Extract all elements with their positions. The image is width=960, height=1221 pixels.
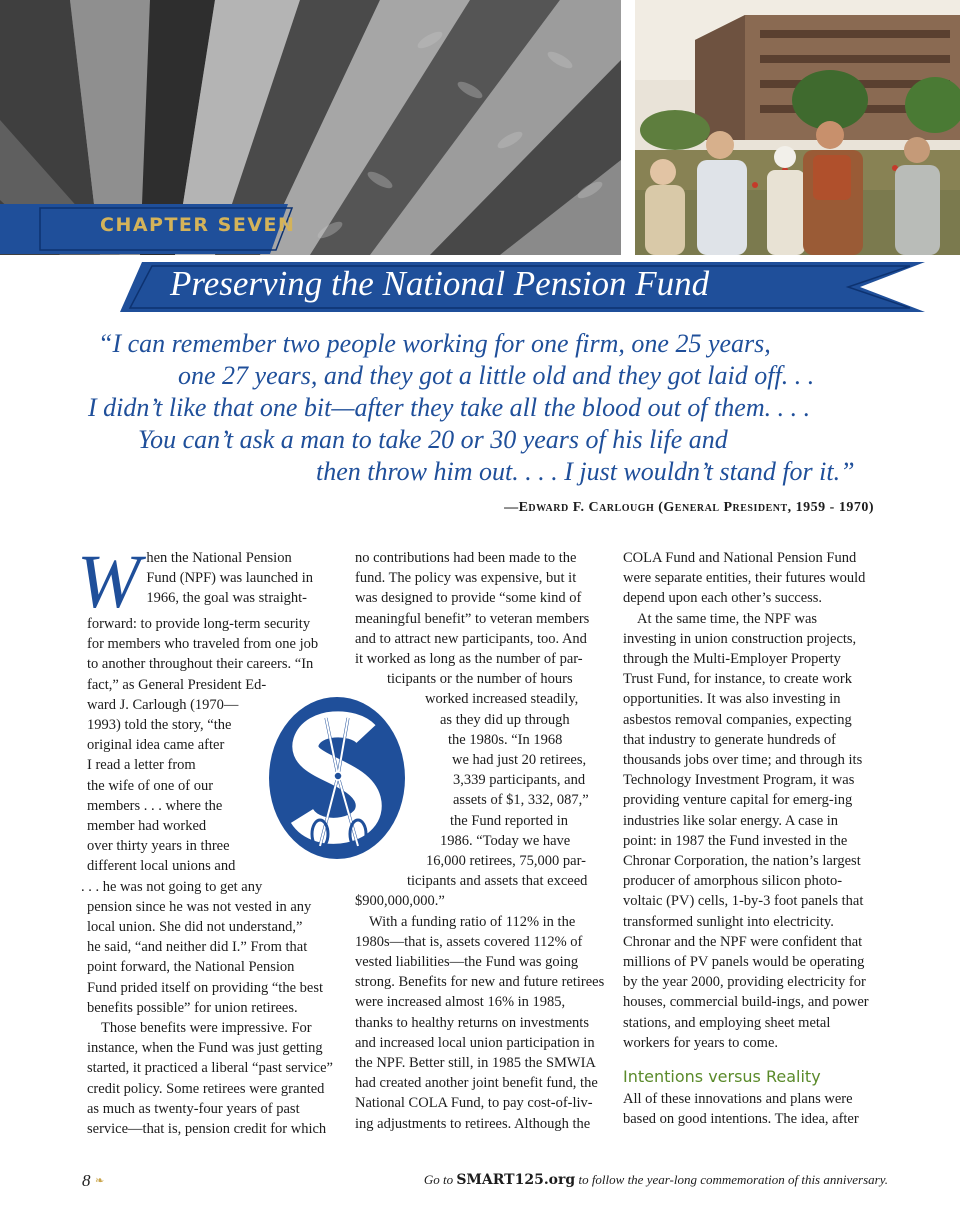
text-line: the Fund reported in	[450, 812, 568, 829]
footer-text-before: Go to	[423, 1172, 457, 1187]
text-line: 1993) told the story, “the	[87, 717, 232, 734]
text-line: 16,000 retirees, 75,000 par-	[426, 853, 586, 870]
text-line: and to attract new participants, too. And	[355, 630, 587, 647]
text-line: fact,” as General President Ed-	[87, 676, 267, 693]
page-title: Preserving the National Pension Fund	[170, 264, 710, 303]
quote-attribution: —Edward F. Carlough (General President, 1959 - 1970)	[504, 500, 874, 515]
body-column-3	[623, 548, 873, 1130]
page-ornament-icon: ❧	[95, 1175, 105, 1187]
paragraph: At the same time, the NPF was investing in union construction projects, through the Multi-Employer Property Trust Fund, for instance, to create work opportunities. It was also investing in asbestos removal companies, expecting that industry to generate hundreds of thousands jobs over time; and through its Technology Investment Program, it was providing venture capital for emerg-ing industries like solar energy. A case in point: in 1987 the Fund invested in the Chronar Corporation, the nation’s largest producer of amorphous silicon photo-voltaic (PV) cells, 1-by-3 foot panels that transformed sunlight into electricity. Chronar and the NPF were confident that millions of PV panels would be operating by the year 2000, providing electricity for houses, commercial build-ings, and power stations, and employing sheet metal workers for years to come.	[623, 610, 869, 1051]
text-line: . . . he was not going to get any	[81, 878, 263, 895]
text-line: 1966, the goal was straight-	[146, 590, 307, 607]
text-line: Fund prided itself on providing “the best	[87, 979, 323, 996]
quote-line: then throw him out. . . . I just wouldn’t stand for it.”	[316, 457, 855, 486]
text-line: as they did up through	[440, 711, 570, 728]
text-line: Fund (NPF) was launched in	[146, 570, 314, 587]
text-line: 3,339 participants, and	[453, 772, 586, 789]
paragraph: Those benefits were impressive. For instance, when the Fund was just getting started, it practiced a liberal “past service” credit policy. Some retirees were granted as much as twenty-four years of past service—that is, pension credit for which	[87, 1020, 333, 1138]
text-line: the wife of one of our	[87, 777, 214, 794]
quote-line: “I can remember two people working for one firm, one 25 years,	[98, 329, 771, 358]
footer-promo	[424, 1172, 888, 1188]
text-line: pension since he was not vested in any	[87, 898, 312, 915]
text-line: over thirty years in three	[87, 838, 230, 855]
text-line: we had just 20 retirees,	[452, 752, 587, 769]
footer-link[interactable]: SMART125.org	[456, 1172, 576, 1188]
drop-cap: W	[77, 540, 141, 624]
text-line: meaningful benefit” to veteran members	[355, 610, 590, 627]
text-line: it worked as long as the number of par-	[355, 651, 583, 668]
text-line: forward: to provide long-term security	[87, 616, 311, 632]
text-line: to another throughout their careers. “In	[87, 656, 314, 673]
text-line: benefits possible” for union retirees.	[87, 999, 298, 1016]
text-line: $900,000,000.”	[355, 893, 445, 910]
chapter-label: CHAPTER SEVEN	[100, 214, 296, 236]
text-line: ward J. Carlough (1970—	[87, 696, 239, 713]
quote-line: You can’t ask a man to take 20 or 30 years of his life and	[138, 425, 728, 454]
paragraph: COLA Fund and National Pension Fund were separate entities, their futures would depend upon each other’s success.	[623, 550, 866, 607]
paragraph: With a funding ratio of 112% in the 1980s—that is, assets covered 112% of vested liabilities—the Fund was going strong. Benefits for new and future retirees were increased almost 16% in 1985, thanks to healthy returns on investments and increased local union participation in the NPF. Better still, in 1985 the SMWIA had created another joint benefit fund, the National COLA Fund, to pay cost-of-liv-ing adjustments to retirees. Although the	[355, 913, 605, 1132]
text-line: was designed to provide “some kind of	[355, 590, 582, 607]
page-number: 8	[82, 1171, 91, 1190]
text-line: local union. She did not understand,”	[87, 919, 303, 936]
text-line: different local unions and	[87, 858, 236, 875]
quote-line: one 27 years, and they got a little old and they got laid off. . .	[178, 361, 815, 390]
quote-line: I didn’t like that one bit—after they take all the blood out of them. . . .	[88, 393, 811, 422]
text-line: hen the National Pension	[146, 550, 292, 566]
text-line: point forward, the National Pension	[87, 959, 295, 976]
text-line: ticipants and assets that exceed	[407, 873, 588, 890]
text-line: ticipants or the number of hours	[387, 671, 573, 688]
text-line: assets of $1, 332, 087,”	[453, 792, 589, 809]
text-line: fund. The policy was expensive, but it	[355, 570, 577, 587]
text-line: I read a letter from	[87, 757, 196, 774]
text-line: worked increased steadily,	[425, 691, 579, 708]
crowd-photo	[635, 0, 960, 255]
text-line: he said, “and neither did I.” From that	[87, 939, 308, 956]
paragraph: All of these innovations and plans were based on good intentions. The idea, after	[623, 1091, 859, 1128]
section-heading: Intentions versus Reality	[623, 1067, 821, 1087]
text-line: the 1980s. “In 1968	[448, 731, 563, 748]
text-line: members . . . where the	[87, 797, 223, 814]
text-line: no contributions had been made to the	[355, 550, 577, 566]
footer-text-after: to follow the year-long commemoration of this anniversary.	[575, 1172, 888, 1187]
text-line: for members who traveled from one job	[87, 636, 319, 653]
smwia-s-logo-icon	[268, 696, 406, 860]
text-line: member had worked	[87, 818, 207, 835]
text-line: original idea came after	[87, 737, 225, 754]
text-line: 1986. “Today we have	[440, 832, 571, 849]
